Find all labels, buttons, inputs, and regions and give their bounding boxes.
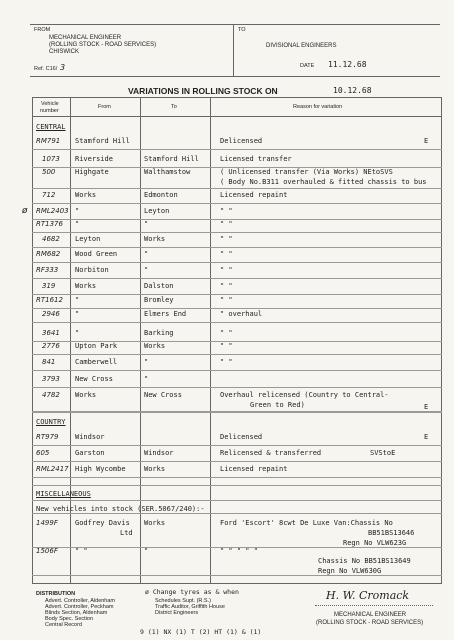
vehicle-number: 841 xyxy=(42,358,56,366)
to-cell: Leyton xyxy=(144,207,170,215)
from-cell: New Cross xyxy=(75,375,113,383)
vehicle-number: 605 xyxy=(36,449,50,457)
status-mark: E xyxy=(424,433,429,441)
tyre-note-text: Change tyres as & when xyxy=(152,588,239,596)
row-rule xyxy=(32,278,442,279)
from-cell: Wood Green xyxy=(75,250,118,258)
to-cell: Barking xyxy=(144,329,174,337)
reason-cell: ( Unlicensed transfer (Via Works) NEtoSVS xyxy=(220,168,393,176)
from-cell: Highgate xyxy=(75,168,109,176)
vehicle-number: 1073 xyxy=(42,155,60,163)
row-rule xyxy=(32,513,442,514)
vehicle-number: RF333 xyxy=(36,266,59,274)
vehicle-number: 4782 xyxy=(42,391,60,399)
status-mark: E xyxy=(424,137,429,145)
reason-cell: Ford 'Escort' 8cwt De Luxe Van:Chassis No xyxy=(220,519,393,527)
from-cell: " xyxy=(75,296,80,304)
col-header-from: From xyxy=(98,104,111,110)
reason-cell-2: BB51BS13646 xyxy=(368,529,415,537)
from-cell: " xyxy=(75,207,80,215)
to-cell: " xyxy=(144,266,149,274)
reason-cell: Relicensed & transferred xyxy=(220,449,322,457)
title-date: 10.12.68 xyxy=(333,86,372,95)
signature: H. W. Cromack xyxy=(326,589,410,602)
to-value: DIVISIONAL ENGINEERS xyxy=(266,43,337,49)
to-cell: Stamford Hill xyxy=(144,155,199,163)
dist-col1-3: Body Spec. Section xyxy=(45,616,94,622)
reason-cell: " " xyxy=(220,358,233,366)
vehicle-number: RM682 xyxy=(36,250,61,258)
to-cell: Walthamstow xyxy=(144,168,191,176)
row-rule xyxy=(32,203,442,204)
ref-label: Ref. C16/ xyxy=(34,66,58,72)
row-rule xyxy=(32,461,442,462)
reason-extra: SVStoE xyxy=(370,449,396,457)
from-cell: Works xyxy=(75,282,97,290)
from-line-3: CHISWICK xyxy=(49,49,79,55)
section-misc-heading: MISCELLANEOUS xyxy=(36,490,91,498)
col-header-to: To xyxy=(171,104,177,110)
row-rule xyxy=(32,485,442,486)
from-cell: Stamford Hill xyxy=(75,137,130,145)
reason-cell: Licensed transfer xyxy=(220,155,292,163)
from-cell: Norbiton xyxy=(75,266,109,274)
row-rule xyxy=(32,477,442,478)
from-cell: Riverside xyxy=(75,155,113,163)
vehicle-number: RML2403 xyxy=(36,207,69,215)
row-rule xyxy=(32,412,442,413)
reason-cell: Licensed repaint xyxy=(220,465,288,473)
to-cell: Works xyxy=(144,519,166,527)
header-top-rule xyxy=(30,24,440,25)
row-rule xyxy=(32,354,442,355)
row-rule xyxy=(32,387,442,388)
distribution-codes: 9 (1) NX (1) T (2) HT (1) & (1) xyxy=(140,628,262,636)
to-cell: Windsor xyxy=(144,449,174,457)
status-mark: E xyxy=(424,403,429,411)
reason-cell: " " xyxy=(220,250,233,258)
date-label: DATE xyxy=(300,63,315,69)
reason-cell-cont: Green to Red) xyxy=(250,401,305,409)
from-cell: Windsor xyxy=(75,433,105,441)
header-divider xyxy=(233,24,234,76)
section-central-heading: CENTRAL xyxy=(36,123,66,131)
row-rule xyxy=(32,308,442,309)
dist-col1-4: Central Record xyxy=(45,622,82,628)
reason-cell: Overhaul relicensed (Country to Central- xyxy=(220,391,389,399)
to-cell: Dalston xyxy=(144,282,174,290)
reason-cell: " " xyxy=(220,266,233,274)
sig-title-1: MECHANICAL ENGINEER xyxy=(334,612,407,618)
row-rule xyxy=(32,219,442,220)
col-divider-3 xyxy=(210,97,211,583)
to-cell: Works xyxy=(144,465,166,473)
dist-col2-2: District Engineers xyxy=(155,610,199,616)
from-line-1: MECHANICAL ENGINEER xyxy=(49,35,122,41)
header-bottom-rule xyxy=(30,76,440,77)
to-cell: " xyxy=(144,250,149,258)
ref-value: 3 xyxy=(60,63,66,72)
tyre-note: ø Change tyres as & when xyxy=(145,588,239,596)
table-top-rule xyxy=(32,97,442,98)
col-header-vehicle-2: number xyxy=(40,108,59,114)
section-country-heading: COUNTRY xyxy=(36,418,66,426)
dist-col2-0: Schedules Supt. (R.S.) xyxy=(155,598,211,604)
vehicle-number: RT1376 xyxy=(36,220,63,228)
vehicle-number: 319 xyxy=(42,282,56,290)
row-rule xyxy=(32,322,442,323)
table-right-edge xyxy=(441,97,442,583)
reason-cell-cont: ( Body No.B311 overhauled & fitted chassis to bus xyxy=(220,178,427,186)
vehicle-number: RM791 xyxy=(36,137,61,145)
reason-cell: " overhaul xyxy=(220,310,263,318)
reason-cell: " " xyxy=(220,329,233,337)
misc-heading-text: New vehicles into stock (SER.5067/240):- xyxy=(36,505,205,513)
vehicle-number: RT1612 xyxy=(36,296,63,304)
vehicle-number: 500 xyxy=(42,168,56,176)
to-cell: Works xyxy=(144,235,166,243)
vehicle-number: 4682 xyxy=(42,235,60,243)
row-rule xyxy=(32,232,442,233)
to-label: TO xyxy=(238,27,246,33)
reason-cell: Delicensed xyxy=(220,137,263,145)
from-cell: Garston xyxy=(75,449,105,457)
dist-col1-2: Blinds Section, Aldenham xyxy=(45,610,108,616)
vehicle-number: 3793 xyxy=(42,375,60,383)
to-cell: " xyxy=(144,375,149,383)
dist-col1-1: Advert. Controller, Peckham xyxy=(45,604,114,610)
vehicle-number: RML2417 xyxy=(36,465,69,473)
reason-cell: Licensed repaint xyxy=(220,191,288,199)
col-header-vehicle: Vehicle xyxy=(41,101,59,107)
from-cell: Leyton xyxy=(75,235,101,243)
table-header-rule xyxy=(32,116,442,117)
to-cell: Works xyxy=(144,342,166,350)
from-cell: Godfrey Davis xyxy=(75,519,130,527)
reason-cell: " " " " " xyxy=(220,547,258,555)
col-header-reason: Reason for variation xyxy=(293,104,343,110)
from-cell: Camberwell xyxy=(75,358,118,366)
row-rule xyxy=(32,370,442,371)
to-cell: " xyxy=(144,547,149,555)
from-cell: High Wycombe xyxy=(75,465,126,473)
to-cell: " xyxy=(144,358,149,366)
from-cell: " " xyxy=(75,547,88,555)
vehicle-number: 1499F xyxy=(36,519,58,527)
to-cell: Bromley xyxy=(144,296,174,304)
from-cell-cont: Ltd xyxy=(120,529,133,537)
signature-rule xyxy=(315,605,433,606)
from-label: FROM xyxy=(34,27,51,33)
vehicle-number: 2776 xyxy=(42,342,60,350)
margin-tick-mark: ø xyxy=(22,206,28,216)
vehicle-number: 712 xyxy=(42,191,56,199)
vehicle-number: 2946 xyxy=(42,310,60,318)
dist-col1-0: Advert. Controller, Aldenham xyxy=(45,598,116,604)
from-cell: Upton Park xyxy=(75,342,118,350)
reason-cell: " " xyxy=(220,342,233,350)
row-rule xyxy=(32,188,442,189)
row-rule xyxy=(32,575,442,576)
from-cell: " xyxy=(75,310,80,318)
page-title: VARIATIONS IN ROLLING STOCK ON xyxy=(128,86,278,96)
row-rule xyxy=(32,445,442,446)
reason-cell: Delicensed xyxy=(220,433,263,441)
dist-col2-1: Traffic Auditor, Griffith House xyxy=(155,604,225,610)
reason-cell: " " xyxy=(220,220,233,228)
sig-title-2: (ROLLING STOCK - ROAD SERVICES) xyxy=(316,620,424,626)
to-cell: Elmers End xyxy=(144,310,187,318)
date-value: 11.12.68 xyxy=(328,60,367,69)
reason-cell-3: Regn No VLW630G xyxy=(318,567,382,575)
from-cell: " xyxy=(75,220,80,228)
from-cell: " xyxy=(75,329,80,337)
to-cell: New Cross xyxy=(144,391,182,399)
row-rule xyxy=(32,149,442,150)
from-line-2: (ROLLING STOCK - ROAD SERVICES) xyxy=(49,42,157,48)
reason-cell: " " xyxy=(220,207,233,215)
from-cell: Works xyxy=(75,391,97,399)
reason-cell: " " xyxy=(220,296,233,304)
row-rule xyxy=(32,247,442,248)
vehicle-number: RT979 xyxy=(36,433,59,441)
distribution-label: DISTRIBUTION xyxy=(36,591,76,597)
reason-cell: " " xyxy=(220,235,233,243)
table-left-edge xyxy=(32,97,33,583)
reason-cell: " " xyxy=(220,282,233,290)
vehicle-number: 1506F xyxy=(36,547,58,555)
table-bottom-rule xyxy=(32,583,442,584)
row-rule xyxy=(32,294,442,295)
to-cell: Edmonton xyxy=(144,191,178,199)
vehicle-number: 3641 xyxy=(42,329,60,337)
reason-cell-3: Regn No VLW623G xyxy=(343,539,407,547)
from-cell: Works xyxy=(75,191,97,199)
row-rule xyxy=(32,262,442,263)
reason-cell-2: Chassis No BB51BS13649 xyxy=(318,557,411,565)
to-cell: " xyxy=(144,220,149,228)
row-rule xyxy=(32,500,442,501)
